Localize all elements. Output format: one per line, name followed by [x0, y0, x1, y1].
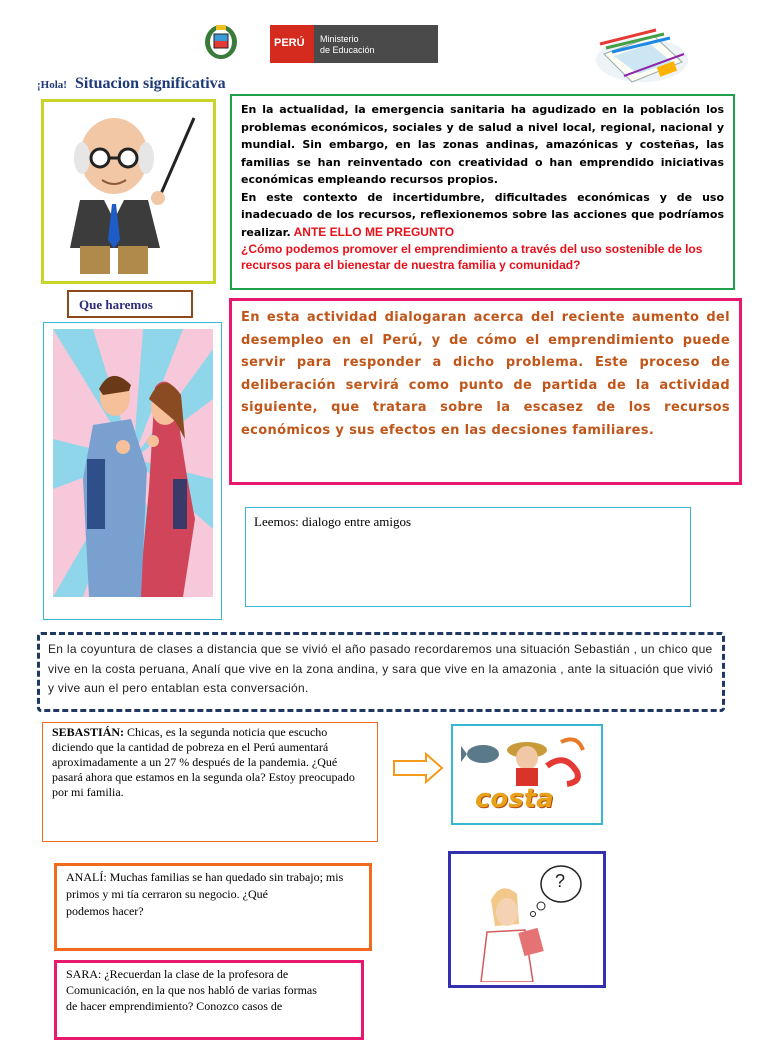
- sara-text: SARA: ¿Recuerdan la clase de la profesora de Comunicación, en la que nos habló de varias formas: [66, 967, 317, 997]
- guiding-question: ¿Cómo podemos promover el emprendimiento a través del uso sostenible de los recursos para el bienestar de nuestra familia y comunidad?: [241, 242, 703, 272]
- ante-ello-heading: ANTE ELLO ME PREGUNTO: [290, 224, 455, 239]
- school-supplies-icon: [594, 24, 690, 88]
- leemos-box: [245, 507, 691, 607]
- ministry-line2: de Educación: [320, 45, 375, 55]
- thinking-girl-illustration: [461, 860, 595, 982]
- question-mark-icon: ?: [555, 871, 566, 891]
- leemos-label: Leemos: dialogo entre amigos: [254, 514, 412, 529]
- couple-thumbs-up-illustration: [53, 329, 213, 597]
- anali-text-continued: podemos hacer?: [66, 904, 144, 918]
- situacion-paragraph-1: En la actualidad, la emergencia sanitaria ha agudizado en la población los problemas económicos, sociales y de salud a nivel local, regional, nacional y mundial. Sin embargo, en las zonas andinas, amazónicas y costeñas, las familias se han reinventado con creatividad o han emprendido iniciativas económicas empleando recursos propios.: [241, 103, 724, 186]
- anali-dialog-box: [54, 863, 372, 951]
- peru-label: PERÚ: [274, 37, 305, 49]
- coyuntura-box: [37, 632, 725, 712]
- situacion-box: [230, 94, 735, 290]
- ministry-block: [314, 25, 438, 63]
- costa-illustration: [461, 732, 593, 788]
- teacher-frame: [41, 99, 216, 284]
- greeting: ¡Hola!: [37, 79, 67, 91]
- peru-coat-of-arms-icon: [204, 22, 238, 60]
- minedu-logo: [270, 25, 438, 63]
- title-line: [37, 75, 226, 93]
- thinking-image-frame: [448, 851, 606, 988]
- actividad-text: En esta actividad dialogaran acerca del reciente aumento del desempleo en el Perú, y de cómo el emprendimiento puede servir para responder a dicho problema. Este proceso de deliberación servirá como punto de partida de la actividad siguiente, que tratara sobre la escasez de los recursos económicos y sus efectos en las decsiones familiares.: [241, 310, 730, 438]
- actividad-box: [229, 298, 742, 485]
- que-haremos-label-box: [67, 290, 193, 318]
- arrow-right-icon: [392, 752, 444, 784]
- coyuntura-text: En la coyuntura de clases a distancia que se vivió el año pasado recordaremos una situación Sebastián , un chico que vive en la costa peruana, Analí que vive en la zona andina, y sara que vive en la amazonia , ante la situación que vivió y vive aun el pero entablan esta conversación.: [48, 642, 714, 695]
- sebastian-dialog-box: [42, 722, 378, 842]
- anali-text: ANALÍ: Muchas familias se han quedado sin trabajo; mis primos y mi tía cerraron su negocio. ¿Qué: [66, 870, 344, 901]
- costa-label: costa: [475, 784, 554, 814]
- ministry-line1: Ministerio: [320, 34, 359, 44]
- sara-text-continued: de hacer emprendimiento? Conozco casos de: [66, 999, 283, 1013]
- sara-dialog-box: [54, 960, 364, 1040]
- situacion-paragraph-2: En este contexto de incertidumbre, dificultades económicas y de uso inadecuado de los recursos, reflexionemos sobre las acciones que podríamos realizar.: [241, 190, 724, 239]
- que-haremos-label: Que haremos: [79, 297, 153, 312]
- sebastian-name: SEBASTIÁN:: [52, 725, 125, 739]
- costa-image-frame: [451, 724, 603, 825]
- teacher-illustration: [52, 108, 207, 276]
- sebastian-text: Chicas, es la segunda noticia que escucho diciendo que la cantidad de pobreza en el Perú aumentará aproximadamente a un 27 % después de la pandemia. ¿Qué pasará ahora que estamos en la segunda ola? Estoy preocupado por mi familia.: [52, 725, 355, 799]
- couple-frame: [43, 322, 222, 620]
- page-title: Situacion significativa: [74, 75, 226, 92]
